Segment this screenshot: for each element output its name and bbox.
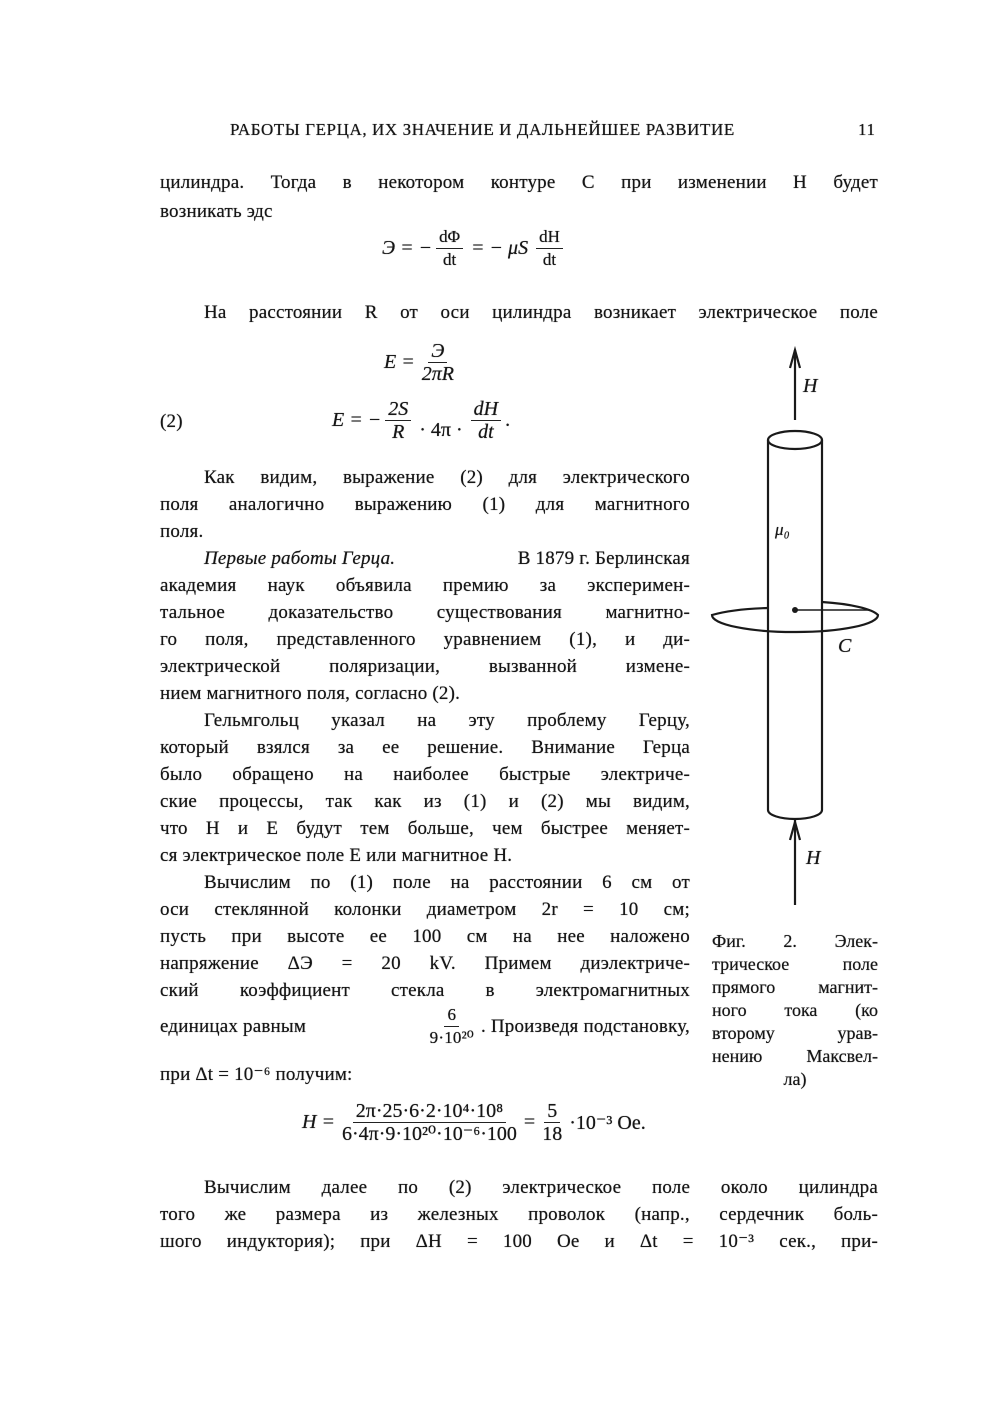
eq-num: 5	[544, 1100, 560, 1123]
cylinder-body	[768, 440, 822, 819]
text-line: при Δt = 10⁻⁶ получим:	[160, 1064, 353, 1085]
figure-caption-line: ного тока (ко	[712, 1000, 878, 1020]
text-line: ся электрическое поле E или магнитное H.	[160, 845, 513, 866]
text-line: академия наук объявила премию за эксперимен-	[160, 575, 690, 596]
contour-c-ellipse	[712, 602, 878, 632]
figure-caption-line: трическое поле	[712, 954, 878, 974]
text-line: Гельмгольц указал на эту проблему Герцу,	[204, 710, 690, 731]
eq-mid: = − μS	[471, 237, 529, 259]
text-line	[160, 547, 690, 571]
text-line: было обращено на наиболее быстрые электриче-	[160, 764, 690, 785]
figure-caption-line: второму урав-	[712, 1023, 878, 1043]
figure-label-contour: C	[838, 635, 852, 657]
text-line: го поля, представленного уравнением (1), и ди-	[160, 629, 690, 650]
eq-den: dt	[478, 421, 494, 443]
eq-num: dΦ	[436, 226, 463, 249]
text-line: нием магнитного поля, согласно (2).	[160, 683, 461, 704]
figure-caption-line: нению Максвел-	[712, 1046, 878, 1066]
eq-mid: · 4π ·	[419, 419, 463, 441]
text-line: оси стеклянной колонки диаметром 2r = 10 см;	[160, 899, 690, 920]
figure-label-h-top: H	[803, 375, 818, 397]
section-run-in-title: Первые работы Герца.	[204, 548, 396, 569]
text-line: электрической поляризации, вызванной измене-	[160, 656, 690, 677]
text-line: того же размера из железных проволок (напр., сердечник боль-	[160, 1204, 878, 1225]
figure-cylinder-diagram	[700, 340, 890, 910]
text-line: который взялся за ее решение. Внимание Герца	[160, 737, 690, 758]
eq-num: dH	[471, 398, 501, 421]
text-line	[160, 1004, 690, 1049]
text-line: На расстоянии R от оси цилиндра возникает электрическое поле	[204, 302, 878, 323]
eq-end: ·10⁻³ Oe.	[569, 1112, 646, 1134]
eq-num: 2S	[385, 398, 411, 421]
text-line: напряжение ΔЭ = 20 kV. Примем диэлектриче-	[160, 953, 690, 974]
eq-num: dH	[536, 226, 563, 249]
eq-end: .	[505, 409, 511, 431]
text-line: что H и E будут тем больше, чем быстрее меняет-	[160, 818, 690, 839]
cylinder-top	[768, 431, 822, 449]
eq-lhs: H =	[302, 1111, 335, 1133]
page-number: 11	[858, 120, 876, 139]
frac-den: 9·10²⁰	[429, 1028, 474, 1047]
text-run: . Произведя подстановку,	[480, 1015, 690, 1037]
text-line: шого индуктория); при ΔH = 100 Oe и Δt = 10⁻³ сек., при-	[160, 1231, 878, 1252]
figure-caption-line: прямого магнит-	[712, 977, 878, 997]
equation-label: (2)	[160, 411, 183, 432]
equation-h	[302, 1100, 646, 1145]
eq-den: R	[392, 421, 405, 443]
text-line: Как видим, выражение (2) для электрического	[204, 467, 690, 488]
text-line: ский коэффициент стекла в электромагнитных	[160, 980, 690, 1001]
figure-label-h-bottom: H	[806, 847, 821, 869]
figure-label-mu: μ₀	[775, 520, 790, 539]
text-line: ские процессы, так как из (1) и (2) мы видим,	[160, 791, 690, 812]
text-line: тальное доказательство существования магнитно-	[160, 602, 690, 623]
equation-emf	[382, 226, 567, 271]
text-line: Вычислим по (1) поле на расстоянии 6 см от	[204, 872, 690, 893]
equation-e2	[332, 398, 510, 443]
equation-e1	[384, 340, 461, 385]
text-line: поля.	[160, 521, 204, 542]
text-line: цилиндра. Тогда в некотором контуре C при изменении H будет	[160, 172, 878, 193]
eq-den: dt	[542, 250, 557, 269]
eq-num: 2π·25·6·2·10⁴·10⁸	[353, 1100, 506, 1123]
text-run: В 1879 г. Берлинская	[517, 548, 690, 569]
running-header: РАБОТЫ ГЕРЦА, ИХ ЗНАЧЕНИЕ И ДАЛЬНЕЙШЕЕ РАЗВИТИЕ	[230, 120, 735, 139]
text-line: пусть при высоте ее 100 см на нее наложено	[160, 926, 690, 947]
frac-num: 6	[444, 1004, 459, 1027]
eq-den: 18	[542, 1123, 563, 1145]
eq-eq: =	[523, 1111, 536, 1133]
eq-lhs: Э = −	[382, 237, 433, 259]
text-line: возникать эдс	[160, 201, 273, 222]
eq-den: dt	[442, 250, 457, 269]
figure-caption-line: ла)	[783, 1069, 807, 1089]
text-line: Вычислим далее по (2) электрическое поле около цилиндра	[204, 1177, 878, 1198]
eq-lhs: E = −	[332, 409, 382, 431]
figure-caption-line: Фиг. 2. Элек-	[712, 931, 878, 951]
eq-lhs: E =	[384, 351, 415, 373]
eq-den: 2πR	[421, 363, 454, 385]
text-run: единицах равным	[160, 1015, 307, 1037]
text-line: поля аналогично выражению (1) для магнитного	[160, 494, 690, 515]
eq-num: Э	[428, 340, 447, 363]
eq-den: 6·4π·9·10²⁰·10⁻⁶·100	[341, 1123, 517, 1145]
